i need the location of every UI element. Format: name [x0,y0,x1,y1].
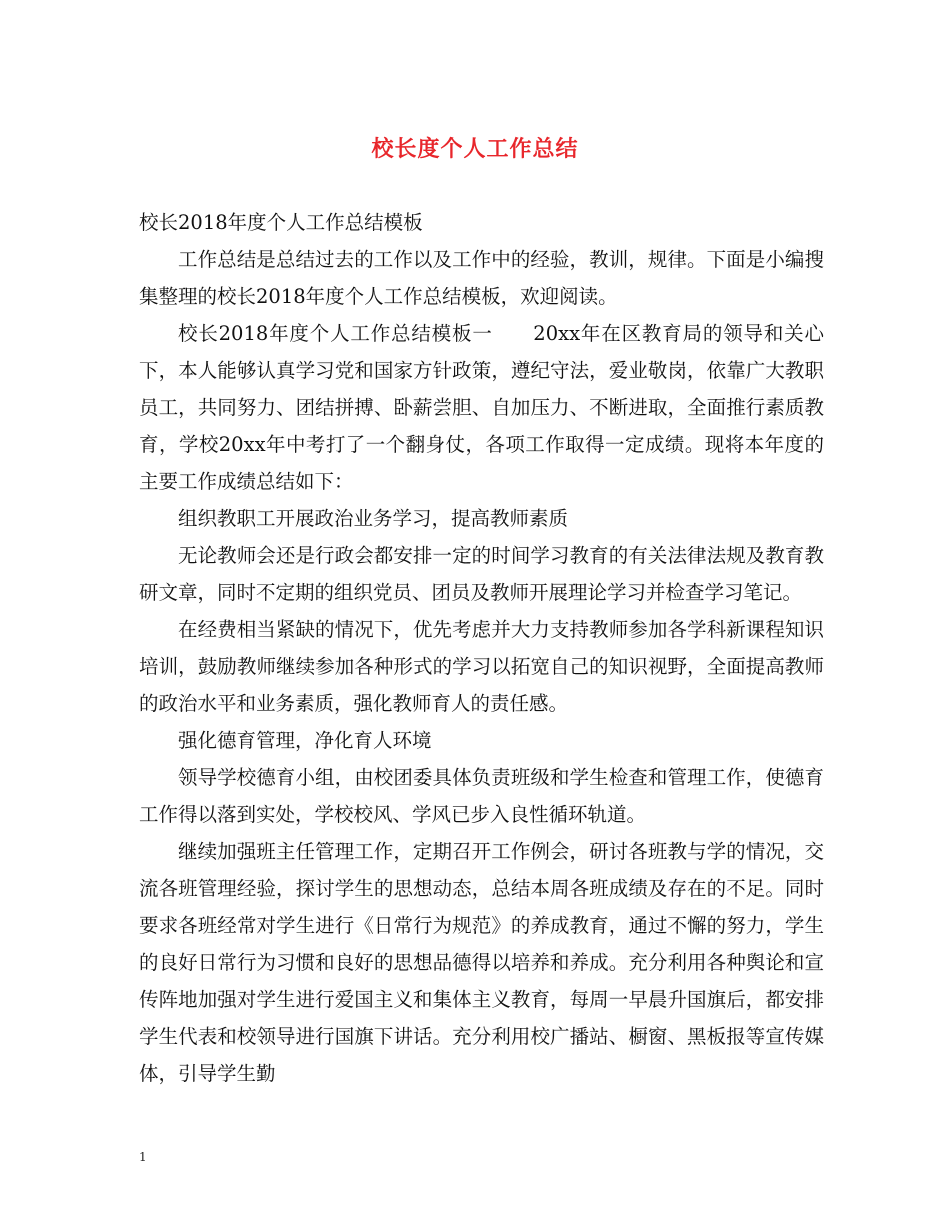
paragraph-class-management: 继续加强班主任管理工作，定期召开工作例会，研讨各班教与学的情况，交流各班管理经验，探讨学生的思想动态，总结本周各班成绩及存在的不足。同时要求各班经常对学生进行《日常行为规范》的养成教育，通过不懈的努力，学生的良好日常行为习惯和良好的思想品德得以培养和养成。充分利用各种舆论和宣传阵地加强对学生进行爱国主义和集体主义教育，每周一早晨升国旗后，都安排学生代表和校领导进行国旗下讲话。充分利用校广播站、橱窗、黑板报等宣传媒体，引导学生勤 [139,840,824,1085]
document-body [139,204,824,1092]
paragraph-training-funding: 在经费相当紧缺的情况下，优先考虑并大力支持教师参加各学科新课程知识培训，鼓励教师继续参加各种形式的学习以拓宽自己的知识视野，全面提高教师的政治水平和业务素质，强化教师育人的责任感。 [139,618,824,715]
page-number: 1 [139,1150,147,1164]
section-heading-moral-education: 强化德育管理，净化育人环境 [178,729,432,752]
paragraph-moral-group: 领导学校德育小组，由校团委具体负责班级和学生检查和管理工作，使德育工作得以落到实处，学校校风、学风已步入良性循环轨道。 [139,766,824,826]
section-heading-staff-study: 组织教职工开展政治业务学习，提高教师素质 [178,507,569,530]
paragraph-intro: 工作总结是总结过去的工作以及工作中的经验，教训，规律。下面是小编搜集整理的校长2018年度个人工作总结模板，欢迎阅读。 [139,248,824,308]
paragraph-subtitle: 校长2018年度个人工作总结模板 [139,211,423,234]
document-title: 校长度个人工作总结 [371,136,579,162]
paragraph-template-one: 校长2018年度个人工作总结模板一 20xx年在区教育局的领导和关心下，本人能够认真学习党和国家方针政策，遵纪守法，爱业敬岗，依靠广大教职员工，共同努力、团结拼搏、卧薪尝胆、自加压力、不断进取，全面推行素质教育，学校20xx年中考打了一个翻身仗，各项工作取得一定成绩。现将本年度的主要工作成绩总结如下： [139,322,824,493]
paragraph-study-meetings: 无论教师会还是行政会都安排一定的时间学习教育的有关法律法规及教育教研文章，同时不定期的组织党员、团员及教师开展理论学习并检查学习笔记。 [139,544,824,604]
